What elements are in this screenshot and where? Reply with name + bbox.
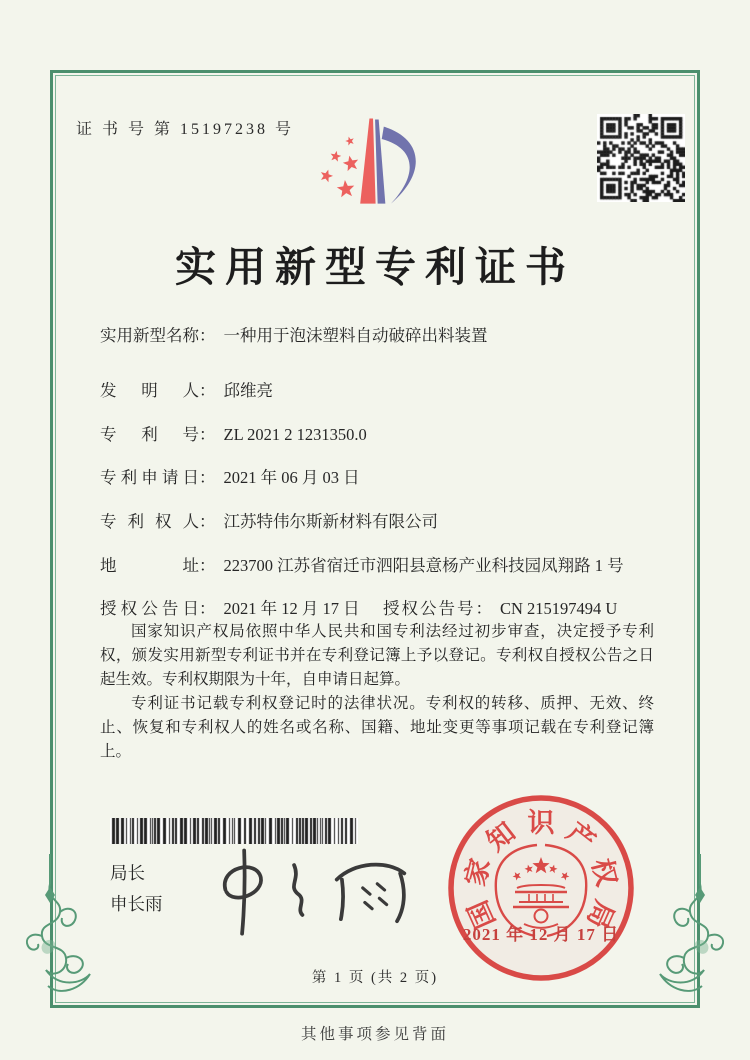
field-value: 一种用于泡沫塑料自动破碎出料装置 [223,326,488,345]
field-label: 授权公告日 [100,599,199,618]
corner-ornament-left-icon [6,854,116,1000]
field-value: 2021 年 12 月 17 日 [223,599,360,618]
field-value: CN 215197494 U [500,599,618,618]
colon: ： [199,425,216,444]
seal-char: 权 [586,855,622,890]
field-value: 邱维亮 [223,381,273,400]
qr-code-icon [597,114,685,202]
seal-char: 国 [462,896,501,933]
field-label: 专利号 [100,425,199,444]
logo-stars [321,137,358,198]
official-seal-icon [441,788,641,988]
colon: ： [199,326,216,345]
field-row-patentee [100,508,438,532]
field-row-grant [100,595,656,619]
seal-char: 产 [561,816,601,857]
colon: ： [199,599,216,618]
field-row-inventor [100,377,273,401]
field-row-filing-date [100,464,360,488]
signer-block [110,858,163,920]
field-label: 地址 [100,556,199,575]
field-value: 223700 江苏省宿迁市泗阳县意杨产业科技园凤翔路 1 号 [223,556,624,575]
signer-name: 申长雨 [110,894,163,914]
seal-char: 局 [581,896,620,933]
page-indicator: 第 1 页 (共 2 页) [311,970,439,986]
seal-char: 识 [527,808,555,838]
field-row-patent-no [100,421,367,445]
director-signature-icon [198,838,438,942]
field-label: 授权公告号 [383,599,476,618]
certificate-number: 证 书 号 第 15197238 号 [76,121,295,138]
cnipa-logo-icon [313,110,431,208]
colon: ： [199,556,216,575]
colon: ： [199,381,216,400]
colon: ： [475,599,492,618]
field-value: ZL 2021 2 1231350.0 [223,425,367,444]
field-grant-no [383,595,617,619]
colon: ： [199,512,216,531]
seal-date: 2021 年 12 月 17 日 [462,925,620,944]
field-label: 发明人 [100,381,199,400]
field-value: 2021 年 06 月 03 日 [223,468,360,487]
certificate-title: 实用新型专利证书 [175,244,575,290]
colon: ： [199,468,216,487]
signer-title: 局长 [110,863,145,883]
seal-char: 家 [460,855,496,890]
grant-paragraph: 国家知识产权局依照中华人民共和国专利法经过初步审查，决定授予专利权，颁发实用新型专利证书并在专利登记簿上予以登记。专利权自授权公告之日起生效。专利权期限为十年，自申请日起算。 [100,623,654,688]
seal-char: 知 [481,816,521,857]
field-row-address [100,552,624,576]
field-row-name [100,322,488,346]
legal-text-section [100,620,654,764]
field-label: 实用新型名称 [100,326,199,345]
field-label: 专利申请日 [100,468,199,487]
field-value: 江苏特伟尔斯新材料有限公司 [223,512,438,531]
register-paragraph: 专利证书记载专利权登记时的法律状况。专利权的转移、质押、无效、终止、恢复和专利权人的姓名或名称、国籍、地址变更等事项记载在专利登记簿上。 [100,695,654,760]
corner-ornament-right-icon [634,854,744,1000]
back-note: 其他事项参见背面 [300,1026,449,1043]
field-label: 专利权人 [100,512,199,531]
